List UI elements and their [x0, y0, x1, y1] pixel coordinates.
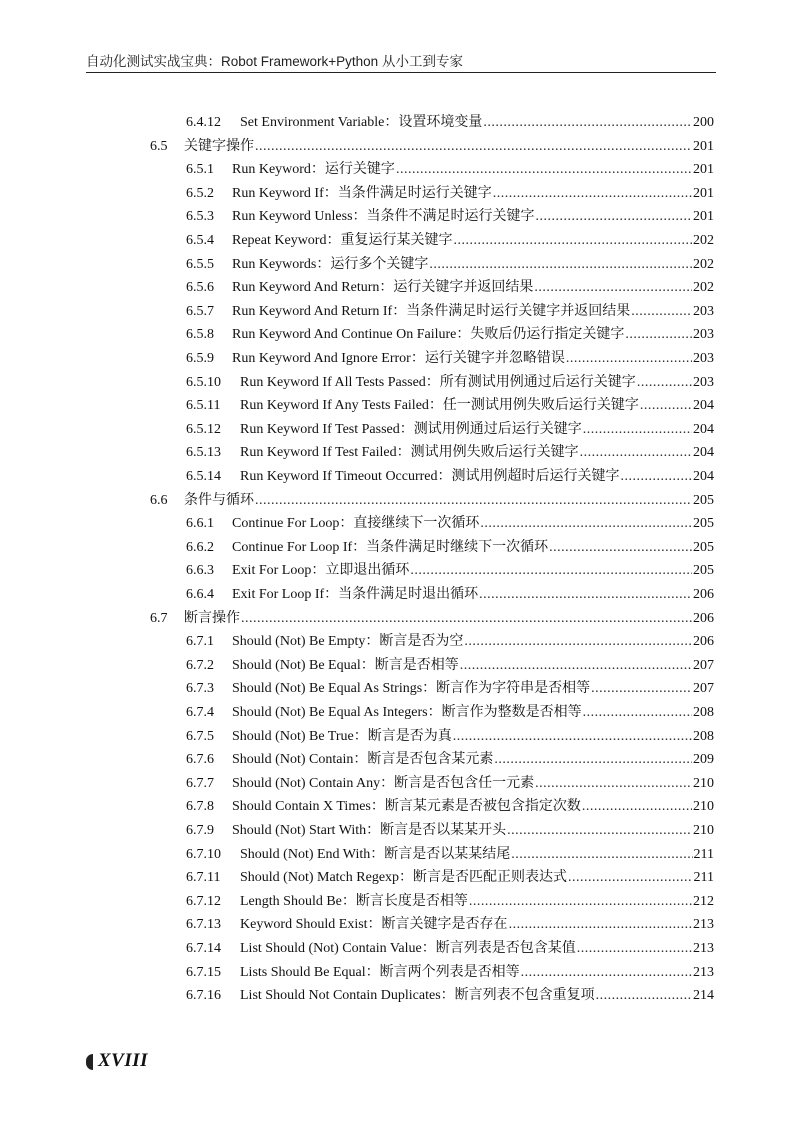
toc-entry-title: Lists Should Be Equal：断言两个列表是否相等 [240, 964, 520, 980]
toc-entry [186, 916, 714, 934]
toc-entry-title: List Should (Not) Contain Value：断言列表是否包含某值 [240, 941, 576, 956]
toc-entry-page: 210 [693, 775, 714, 791]
toc-entry [186, 940, 714, 958]
toc-entry-page: 211 [693, 870, 714, 886]
toc-entry-number: 6.7.15 [186, 964, 221, 980]
toc-entry-title: Should (Not) End With：断言是否以某某结尾 [240, 846, 511, 862]
toc-entry [186, 303, 714, 321]
toc-leader-dots [241, 610, 692, 628]
toc-entry-page: 213 [693, 941, 714, 956]
toc-entry-number: 6.7.8 [186, 799, 214, 815]
toc-leader-dots [464, 633, 692, 651]
toc-entry [150, 138, 714, 156]
toc-entry-title: Run Keyword：运行关键字 [232, 162, 395, 178]
toc-leader-dots [255, 492, 692, 510]
toc-entry [186, 515, 714, 533]
toc-leader-dots [480, 515, 692, 533]
toc-entry [186, 350, 714, 368]
toc-entry [186, 161, 714, 179]
toc-leader-dots [534, 279, 692, 297]
toc-entry [150, 492, 714, 510]
toc-entry-page: 213 [693, 917, 714, 933]
toc-leader-dots [493, 185, 692, 203]
toc-entry-number: 6.5.3 [186, 209, 214, 225]
toc-entry-number: 6.7.5 [186, 728, 214, 744]
toc-entry [186, 562, 714, 580]
toc-entry-number: 6.7.14 [186, 941, 221, 956]
toc-entry-title: Keyword Should Exist：断言关键字是否存在 [240, 917, 508, 933]
toc-entry-title: Run Keyword And Ignore Error：运行关键字并忽略错误 [232, 351, 565, 366]
toc-entry-page: 203 [693, 374, 714, 390]
toc-leader-dots [583, 704, 692, 722]
toc-entry-page: 210 [693, 823, 714, 838]
toc-entry-page: 202 [693, 256, 714, 272]
toc-leader-dots [453, 232, 692, 250]
toc-entry-title: Continue For Loop If：当条件满足时继续下一次循环 [232, 539, 549, 555]
toc-entry-page: 201 [693, 138, 714, 154]
toc-entry-number: 6.5.5 [186, 256, 214, 272]
toc-entry-number: 6.5.12 [186, 421, 221, 437]
toc-entry-number: 6.7.9 [186, 823, 214, 838]
toc-entry-title: Should (Not) Be Empty：断言是否为空 [232, 634, 464, 650]
toc-leader-dots [536, 208, 692, 226]
toc-leader-dots [568, 869, 692, 887]
toc-leader-dots [509, 916, 692, 934]
toc-entry-number: 6.7 [150, 610, 168, 626]
header-rule [86, 72, 716, 73]
toc-leader-dots [577, 940, 692, 958]
toc-entry-number: 6.4.12 [186, 115, 221, 130]
toc-entry [186, 987, 714, 1005]
toc-entry-title: Should (Not) Be Equal As Strings：断言作为字符串是否相等 [232, 681, 591, 697]
toc-entry-page: 203 [693, 351, 714, 366]
toc-leader-dots [637, 374, 692, 392]
toc-entry-page: 206 [693, 610, 714, 626]
toc-entry [186, 586, 714, 604]
toc-leader-dots [483, 114, 692, 132]
toc-entry [186, 326, 714, 344]
toc-entry [186, 279, 714, 297]
running-header: 自动化测试实战宝典：Robot Framework+Python 从小工到专家 [86, 54, 463, 69]
toc-entry [186, 444, 714, 462]
toc-entry-title: Should (Not) Be True：断言是否为真 [232, 728, 452, 744]
toc-entry-title: 条件与循环 [184, 492, 254, 508]
toc-entry-title: Should (Not) Contain Any：断言是否包含任一元素 [232, 775, 535, 791]
toc-entry-number: 6.5.2 [186, 185, 214, 201]
toc-entry-number: 6.7.3 [186, 681, 214, 697]
toc-entry [186, 964, 714, 982]
toc-entry-number: 6.6.1 [186, 516, 214, 532]
toc-entry-page: 207 [693, 681, 714, 697]
toc-entry-number: 6.7.1 [186, 634, 214, 650]
toc-entry-page: 204 [693, 445, 714, 461]
toc-entry-number: 6.5.1 [186, 162, 214, 178]
toc-entry [186, 869, 714, 887]
toc-entry-number: 6.5.6 [186, 280, 214, 296]
toc-entry [186, 256, 714, 274]
toc-entry-page: 202 [693, 233, 714, 248]
toc-entry-number: 6.5.4 [186, 233, 214, 248]
toc-entry-page: 207 [693, 657, 714, 673]
toc-entry-page: 211 [693, 846, 714, 862]
toc-entry-page: 204 [693, 398, 714, 414]
toc-entry-number: 6.7.11 [186, 870, 221, 886]
toc-leader-dots [453, 728, 692, 746]
toc-leader-dots [410, 562, 692, 580]
toc-entry-number: 6.6.2 [186, 539, 214, 555]
toc-entry-page: 200 [693, 115, 714, 130]
toc-entry-number: 6.7.6 [186, 752, 214, 768]
toc-leader-dots [621, 468, 692, 486]
toc-leader-dots [460, 657, 692, 675]
toc-entry [186, 680, 714, 698]
toc-entry-title: Should (Not) Start With：断言是否以某某开头 [232, 823, 507, 838]
toc-entry [186, 232, 714, 250]
toc-leader-dots [511, 846, 692, 864]
toc-entry-number: 6.5.7 [186, 303, 214, 319]
toc-entry [186, 657, 714, 675]
toc-entry [186, 208, 714, 226]
page-marker-icon [86, 1054, 93, 1070]
toc-leader-dots [640, 397, 692, 415]
toc-entry-page: 204 [693, 469, 714, 484]
toc-entry-title: Run Keywords：运行多个关键字 [232, 256, 429, 272]
toc-entry-number: 6.6 [150, 492, 168, 508]
toc-entry [186, 374, 714, 392]
toc-entry-page: 210 [693, 799, 714, 815]
toc-leader-dots [631, 303, 692, 321]
toc-entry-page: 205 [693, 539, 714, 555]
toc-entry [186, 421, 714, 439]
toc-entry-title: Run Keyword And Continue On Failure：失败后仍运行指定关键字 [232, 327, 625, 343]
toc-entry-title: Run Keyword If Timeout Occurred：测试用例超时后运行关键字 [240, 469, 620, 484]
toc-leader-dots [521, 964, 692, 982]
toc-entry-title: Should (Not) Be Equal：断言是否相等 [232, 657, 459, 673]
toc-entry-title: 断言操作 [184, 610, 240, 626]
toc-entry-title: Run Keyword If：当条件满足时运行关键字 [232, 185, 492, 201]
toc-entry-title: Should (Not) Match Regexp：断言是否匹配正则表达式 [240, 870, 568, 886]
toc-entry [186, 775, 714, 793]
toc-entry-number: 6.7.7 [186, 775, 214, 791]
toc-entry-page: 206 [693, 634, 714, 650]
toc-entry [186, 822, 714, 840]
toc-entry [186, 893, 714, 911]
toc-entry-page: 205 [693, 563, 714, 579]
toc-leader-dots [494, 751, 692, 769]
toc-entry-page: 206 [693, 587, 714, 602]
toc-entry-number: 6.7.16 [186, 988, 221, 1004]
toc-entry [186, 798, 714, 816]
toc-entry-number: 6.7.4 [186, 705, 214, 720]
toc-entry-number: 6.7.2 [186, 657, 214, 673]
toc-entry-page: 203 [693, 327, 714, 343]
toc-leader-dots [535, 775, 692, 793]
toc-entry [186, 704, 714, 722]
toc-leader-dots [591, 680, 692, 698]
toc-entry [186, 751, 714, 769]
toc-entry [150, 610, 714, 628]
toc-entry-page: 209 [693, 752, 714, 768]
toc-entry-number: 6.5.14 [186, 469, 221, 484]
toc-leader-dots [507, 822, 692, 840]
toc-entry-title: Run Keyword If Any Tests Failed：任一测试用例失败后运行关键字 [240, 398, 639, 414]
toc-entry-title: Run Keyword Unless：当条件不满足时运行关键字 [232, 209, 535, 225]
toc-entry-number: 6.5.9 [186, 351, 214, 366]
toc-leader-dots [580, 444, 692, 462]
toc-entry-number: 6.7.10 [186, 846, 221, 862]
toc-entry-title: Should (Not) Be Equal As Integers：断言作为整数是否相等 [232, 705, 582, 720]
toc-entry-title: Should (Not) Contain：断言是否包含某元素 [232, 752, 494, 768]
toc-entry-number: 6.5 [150, 138, 168, 154]
toc-entry [186, 633, 714, 651]
toc-leader-dots [583, 421, 692, 439]
toc-entry-title: Repeat Keyword：重复运行某关键字 [232, 233, 453, 248]
toc-entry-title: Exit For Loop：立即退出循环 [232, 563, 410, 579]
toc-entry-page: 201 [693, 185, 714, 201]
toc-entry-page: 203 [693, 303, 714, 319]
toc-leader-dots [596, 987, 692, 1005]
toc-entry [186, 846, 714, 864]
toc-entry-number: 6.7.12 [186, 893, 221, 909]
toc-leader-dots [625, 326, 692, 344]
toc-entry-number: 6.6.4 [186, 587, 214, 602]
toc-entry-title: Run Keyword If Test Failed：测试用例失败后运行关键字 [240, 445, 579, 461]
toc-entry [186, 539, 714, 557]
toc-leader-dots [549, 539, 692, 557]
toc-entry-number: 6.5.13 [186, 445, 221, 461]
toc-entry-number: 6.5.10 [186, 374, 221, 390]
toc-entry-title: Run Keyword If All Tests Passed：所有测试用例通过后运行关键字 [240, 374, 636, 390]
toc-entry [186, 728, 714, 746]
toc-leader-dots [255, 138, 692, 156]
toc-entry-page: 201 [693, 162, 714, 178]
toc-entry-page: 202 [693, 280, 714, 296]
toc-entry [186, 185, 714, 203]
toc-entry-page: 212 [693, 893, 714, 909]
toc-entry-page: 205 [693, 516, 714, 532]
toc-entry-title: List Should Not Contain Duplicates：断言列表不包含重复项 [240, 988, 595, 1004]
toc-entry-page: 214 [693, 988, 714, 1004]
toc-entry-number: 6.5.8 [186, 327, 214, 343]
toc-entry-title: Length Should Be：断言长度是否相等 [240, 893, 468, 909]
toc-entry-page: 205 [693, 492, 714, 508]
toc-entry [186, 397, 714, 415]
toc-leader-dots [429, 256, 692, 274]
toc-entry-title: 关键字操作 [184, 138, 254, 154]
toc-entry-page: 208 [693, 728, 714, 744]
toc-entry-title: Should Contain X Times：断言某元素是否被包含指定次数 [232, 799, 581, 815]
toc-entry-title: Run Keyword If Test Passed：测试用例通过后运行关键字 [240, 421, 582, 437]
page-number: XVIII [98, 1050, 149, 1071]
toc-entry-title: Exit For Loop If：当条件满足时退出循环 [232, 587, 479, 602]
toc-entry-number: 6.5.11 [186, 398, 221, 414]
toc-entry-page: 213 [693, 964, 714, 980]
toc-leader-dots [566, 350, 692, 368]
toc-leader-dots [396, 161, 692, 179]
toc-entry-title: Run Keyword And Return：运行关键字并返回结果 [232, 280, 534, 296]
toc-entry-page: 208 [693, 705, 714, 720]
toc-entry [186, 468, 714, 486]
toc-entry-title: Continue For Loop：直接继续下一次循环 [232, 516, 480, 532]
toc-entry-number: 6.7.13 [186, 917, 221, 933]
toc-entry-page: 201 [693, 209, 714, 225]
toc-entry-page: 204 [693, 421, 714, 437]
toc-leader-dots [469, 893, 692, 911]
toc-entry-title: Set Environment Variable：设置环境变量 [240, 115, 483, 130]
toc-leader-dots [479, 586, 692, 604]
toc-entry [186, 114, 714, 132]
toc-entry-title: Run Keyword And Return If：当条件满足时运行关键字并返回结果 [232, 303, 631, 319]
toc-leader-dots [582, 798, 692, 816]
toc-entry-number: 6.6.3 [186, 563, 214, 579]
